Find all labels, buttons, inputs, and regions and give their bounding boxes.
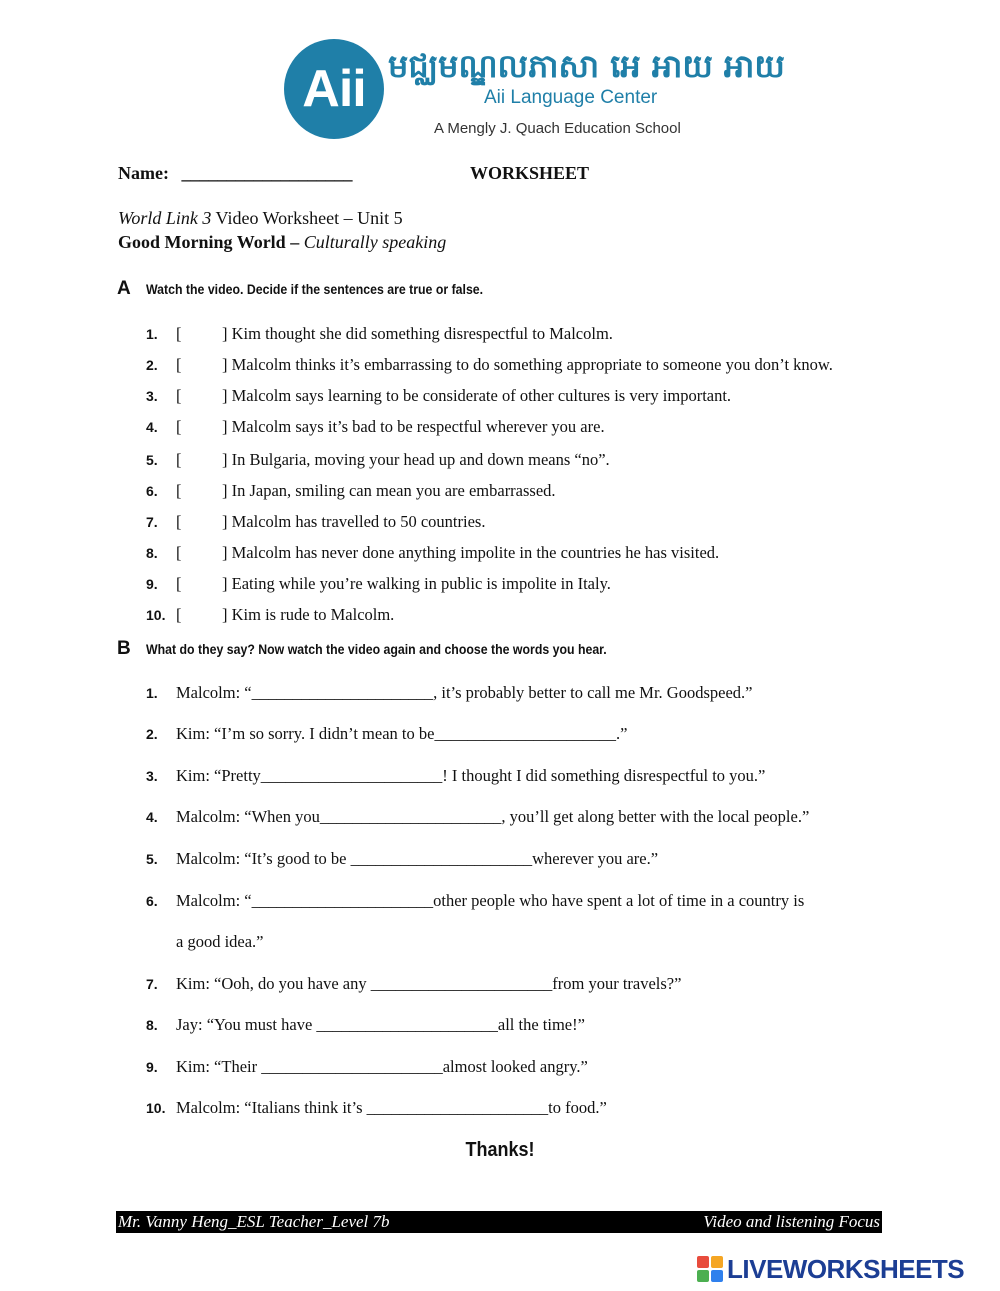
logo-block bbox=[697, 1270, 709, 1282]
footer-focus: Video and listening Focus bbox=[703, 1212, 880, 1231]
item-text: ] Kim thought she did something disrespectful to Malcolm. bbox=[222, 324, 613, 343]
answer-bracket[interactable]: [ bbox=[176, 417, 182, 436]
fill-blank-item[interactable] bbox=[146, 1057, 588, 1077]
unit-title bbox=[118, 232, 446, 253]
true-false-item bbox=[146, 450, 610, 470]
item-number: 9. bbox=[146, 1059, 158, 1075]
item-number: 7. bbox=[146, 976, 158, 992]
liveworksheets-watermark bbox=[697, 1254, 964, 1284]
unit-title-main: Good Morning World – bbox=[118, 232, 300, 252]
item-text: ] Malcolm says it’s bad to be respectful wherever you are. bbox=[222, 417, 605, 436]
item-text: ] Eating while you’re walking in public is impolite in Italy. bbox=[222, 574, 611, 593]
answer-bracket[interactable]: [ bbox=[176, 605, 182, 624]
item-text: ] Malcolm thinks it’s embarrassing to do something appropriate to someone you don’t know. bbox=[222, 355, 833, 374]
item-number: 10. bbox=[146, 607, 166, 623]
fill-blank-item[interactable] bbox=[146, 683, 753, 703]
fill-blank-item[interactable] bbox=[146, 974, 681, 994]
item-number: 3. bbox=[146, 388, 158, 404]
item-number: 5. bbox=[146, 452, 158, 468]
item-number: 6. bbox=[146, 483, 158, 499]
item-number: 8. bbox=[146, 1017, 158, 1033]
true-false-item bbox=[146, 417, 605, 437]
item-text: a good idea.” bbox=[176, 932, 264, 951]
item-number: 7. bbox=[146, 514, 158, 530]
true-false-item bbox=[146, 386, 731, 406]
logo-block bbox=[711, 1270, 723, 1282]
item-number: 3. bbox=[146, 768, 158, 784]
item-text: ] Malcolm has travelled to 50 countries. bbox=[222, 512, 486, 531]
thanks-text: Thanks! bbox=[465, 1139, 535, 1161]
answer-bracket[interactable]: [ bbox=[176, 355, 182, 374]
fill-blank-item[interactable] bbox=[146, 807, 809, 827]
fill-blank-item[interactable] bbox=[146, 724, 627, 744]
true-false-item bbox=[146, 512, 485, 532]
answer-bracket[interactable]: [ bbox=[176, 512, 182, 531]
item-number: 4. bbox=[146, 419, 158, 435]
liveworksheets-logo-icon bbox=[697, 1256, 723, 1282]
true-false-item bbox=[146, 481, 556, 501]
answer-bracket[interactable]: [ bbox=[176, 386, 182, 405]
item-text[interactable]: Malcolm: “Italians think it’s ______________________to food.” bbox=[176, 1098, 607, 1117]
item-text[interactable]: Kim: “Pretty______________________! I thought I did something disrespectful to you.” bbox=[176, 766, 766, 785]
name-field[interactable] bbox=[118, 163, 352, 184]
fill-blank-item[interactable] bbox=[146, 891, 804, 911]
item-text[interactable]: Malcolm: “______________________, it’s probably better to call me Mr. Goodspeed.” bbox=[176, 683, 753, 702]
true-false-item bbox=[146, 324, 613, 344]
fill-blank-item[interactable] bbox=[146, 1015, 585, 1035]
course-unit: Video Worksheet – Unit 5 bbox=[211, 208, 403, 228]
logo-mark: Aii bbox=[284, 39, 384, 139]
fill-blank-item[interactable] bbox=[146, 766, 765, 786]
worksheet-title: WORKSHEET bbox=[470, 163, 590, 183]
item-number: 1. bbox=[146, 326, 158, 342]
footer-teacher: Mr. Vanny Heng_ESL Teacher_Level 7b bbox=[118, 1212, 390, 1231]
item-number: 2. bbox=[146, 357, 158, 373]
item-text[interactable]: Kim: “I’m so sorry. I didn’t mean to be______________________.” bbox=[176, 724, 628, 743]
item-number: 8. bbox=[146, 545, 158, 561]
logo-khmer-name: មជ្ឈមណ្ឌលភាសា អេ អាយ អាយ bbox=[388, 47, 785, 85]
course-line bbox=[118, 208, 403, 229]
item-text[interactable]: Kim: “Ooh, do you have any ______________________from your travels?” bbox=[176, 974, 682, 993]
item-text: ] Malcolm has never done anything impolite in the countries he has visited. bbox=[222, 543, 720, 562]
answer-bracket[interactable]: [ bbox=[176, 324, 182, 343]
item-text: ] Malcolm says learning to be considerate of other cultures is very important. bbox=[222, 386, 732, 405]
name-blank[interactable]: ___________________ bbox=[181, 163, 353, 183]
answer-bracket[interactable]: [ bbox=[176, 481, 182, 500]
logo-block bbox=[711, 1256, 723, 1268]
name-label: Name: bbox=[118, 163, 169, 183]
logo-subtitle: A Mengly J. Quach Education School bbox=[434, 120, 681, 137]
item-text[interactable]: Kim: “Their ______________________almost looked angry.” bbox=[176, 1057, 588, 1076]
item-number: 4. bbox=[146, 809, 158, 825]
section-a-letter: A bbox=[117, 278, 131, 299]
fill-blank-item[interactable] bbox=[146, 849, 658, 869]
section-b-letter: B bbox=[117, 638, 131, 659]
item-number: 10. bbox=[146, 1100, 166, 1116]
true-false-item bbox=[146, 543, 719, 563]
answer-bracket[interactable]: [ bbox=[176, 450, 182, 469]
item-text: ] Kim is rude to Malcolm. bbox=[222, 605, 395, 624]
liveworksheets-text: LIVEWORKSHEETS bbox=[727, 1253, 965, 1284]
answer-bracket[interactable]: [ bbox=[176, 543, 182, 562]
footer-bar bbox=[116, 1211, 882, 1233]
section-b-instruction: What do they say? Now watch the video again and choose the words you hear. bbox=[146, 641, 607, 657]
logo-center-name: Aii Language Center bbox=[484, 87, 658, 108]
true-false-item bbox=[146, 355, 833, 375]
fill-blank-item-continued bbox=[146, 932, 264, 952]
item-number: 6. bbox=[146, 893, 158, 909]
true-false-item bbox=[146, 605, 394, 625]
item-text[interactable]: Malcolm: “______________________other people who have spent a lot of time in a country is bbox=[176, 891, 805, 910]
true-false-item bbox=[146, 574, 611, 594]
item-number: 9. bbox=[146, 576, 158, 592]
answer-bracket[interactable]: [ bbox=[176, 574, 182, 593]
item-text[interactable]: Jay: “You must have ______________________all the time!” bbox=[176, 1015, 585, 1034]
fill-blank-item[interactable] bbox=[146, 1098, 607, 1118]
item-number: 2. bbox=[146, 726, 158, 742]
item-text[interactable]: Malcolm: “It’s good to be ______________________wherever you are.” bbox=[176, 849, 659, 868]
item-number: 1. bbox=[146, 685, 158, 701]
item-text: ] In Bulgaria, moving your head up and down means “no”. bbox=[222, 450, 610, 469]
logo-block bbox=[697, 1256, 709, 1268]
item-number: 5. bbox=[146, 851, 158, 867]
item-text[interactable]: Malcolm: “When you______________________, you’ll get along better with the local people.” bbox=[176, 807, 810, 826]
unit-title-sub: Culturally speaking bbox=[299, 232, 447, 252]
item-text: ] In Japan, smiling can mean you are embarrassed. bbox=[222, 481, 556, 500]
section-a-instruction: Watch the video. Decide if the sentences are true or false. bbox=[146, 281, 484, 297]
course-book-title: World Link 3 bbox=[118, 208, 212, 228]
